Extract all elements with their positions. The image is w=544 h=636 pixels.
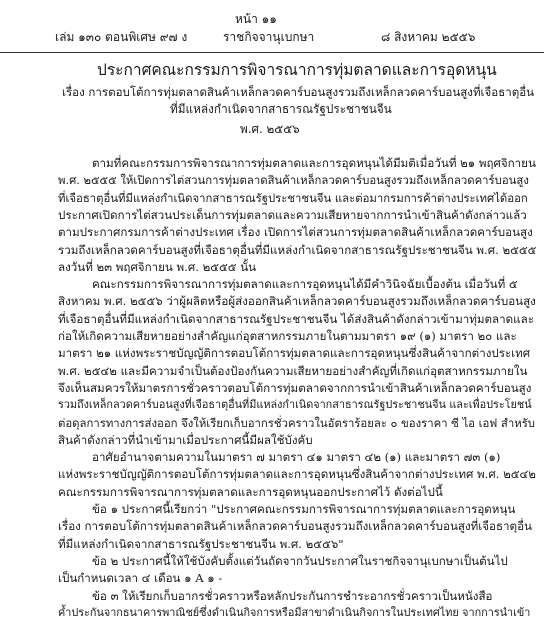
body-line: มาตรา ๒๑ แห่งพระราชบัญญัติการตอบโต้การทุ่มตลาดและการอุดหนุนซึ่งสินค้าจากต่างประเทศ [58,346,531,361]
body-line: ตามประกาศกรมการค้าต่างประเทศ เรื่อง เปิดการไต่สวนการทุ่มตลาดสินค้าเหล็กลวดคาร์บอนสูง [58,225,533,240]
body-line: ลงวันที่ ๒๓ พฤศจิกายน พ.ศ. ๒๕๕๕ นั้น [58,259,257,274]
body-line: ข้อ ๑ ประกาศนี้เรียกว่า "ประกาศคณะกรรมการพิจารณาการทุ่มตลาดและการอุดหนุน [92,502,516,516]
body-line: ต่อดุลการทางการส่งออก จึงให้เรียกเก็บอากรชั่วคราวในอัตราร้อยละ ๐ ของราคา ซี ไอ เอฟ สำหรับ [58,415,535,430]
body-line: รวมถึงเหล็กลวดคาร์บอนสูงที่เจือธาตุอื่นที่มีแหล่งกำเนิดจากสาธารณรัฐประชาชนจีน และเพื่อประโยชน์ [58,398,532,412]
body-line: รวมถึงเหล็กลวดคาร์บอนสูงที่เจือธาตุอื่นที่มีแหล่งกำเนิดจากสาธารณรัฐประชาชนจีน พ.ศ. ๒๕๕๕ [58,242,537,257]
publication-date: ๘ สิงหาคม ๒๕๕๖ [381,30,476,44]
body-line: คณะกรรมการพิจารณาการทุ่มตลาดและการอุดหนุนออกประกาศไว้ ดังต่อไปนี้ [58,484,443,499]
body-line: คณะกรรมการพิจารณาการทุ่มตลาดและการอุดหนุนได้มีคำวินิจฉัยเบื้องต้น เมื่อวันที่ ๕ [92,277,518,292]
body-line: ค้ำประกันจากธนาคารพาณิชย์ซึ่งดำเนินกิจการหรือมีสาขาดำเนินกิจการในประเทศไทย จากการนำเข้า [58,605,531,619]
header-rule [0,52,544,53]
announcement-title: ประกาศคณะกรรมการพิจารณาการทุ่มตลาดและการอุดหนุน [97,61,497,79]
body-line: ตามที่คณะกรรมการพิจารณาการทุ่มตลาดและการอุดหนุนได้มีมติเมื่อวันที่ ๒๑ พฤศจิกายน [92,156,536,170]
body-line: เรื่อง การตอบโต้การทุ่มตลาดสินค้าเหล็กลวดคาร์บอนสูงรวมถึงเหล็กลวดคาร์บอนสูงที่เจือธาตุอื่น [58,519,532,534]
body-line: แห่งพระราชบัญญัติการตอบโต้การทุ่มตลาดและการอุดหนุนซึ่งสินค้าจากต่างประเทศ พ.ศ. ๒๕๔๒ [58,467,536,482]
body-line: จึงเห็นสมควรให้มาตรการชั่วคราวตอบโต้การทุ่มตลาดจากการนำเข้าสินค้าเหล็กลวดคาร์บอนสูง [58,380,532,395]
body-line: ประกาศเปิดการไต่สวนประเด็นการทุ่มตลาดและความเสียหายจากการนำเข้าสินค้าดังกล่าวแล้ว [58,207,527,222]
body-line: ที่มีแหล่งกำเนิดจากสาธารณรัฐประชาชนจีน พ.ศ. ๒๕๕๖" [58,536,344,551]
subject-line: ที่มีแหล่งกำเนิดจากสาธารณรัฐประชาชนจีน [170,102,392,116]
body-line: สินค้าดังกล่าวที่นำเข้ามาเมื่อประกาศนี้มีผลใช้บังคับ [58,432,313,447]
gazette-name: ราชกิจจานุเบกษา [223,30,315,44]
body-line: อาศัยอำนาจตามความในมาตรา ๗ มาตรา ๔๑ มาตรา ๔๒ (๑) และมาตรา ๗๓ (๑) [92,450,501,465]
body-line: ข้อ ๒ ประกาศนี้ให้ใช้บังคับตั้งแต่วันถัดจากวันประกาศในราชกิจจานุเบกษาเป็นต้นไป [92,553,508,568]
body-line: ข้อ ๓ ให้เรียกเก็บอากรชั่วคราวหรือหลักประกันการชำระอากรชั่วคราวเป็นหนังสือ [92,588,493,603]
body-line: พ.ศ. ๒๕๔๒ และมีความจำเป็นต้องป้องกันความเสียหายอย่างสำคัญที่เกิดแก่อุตสาหกรรมภายใน [58,363,528,378]
body-line: สิงหาคม พ.ศ. ๒๕๕๖ ว่าผู้ผลิตหรือผู้ส่งออกสินค้าเหล็กลวดคาร์บอนสูงรวมถึงเหล็กลวดคาร์บอนสูง [58,294,536,309]
body-line: ก่อให้เกิดความเสียหายอย่างสำคัญแก่อุตสาหกรรมภายในตามมาตรา ๑๙ (๑) มาตรา ๒๐ และ [58,329,517,343]
subject-year: พ.ศ. ๒๕๕๖ [240,122,300,136]
body-line: ที่เจือธาตุอื่นที่มีแหล่งกำเนิดจากสาธารณรัฐประชาชนจีน ได้ส่งสินค้าดังกล่าวเข้ามาทุ่มตลาดและ [58,311,534,326]
body-line: พ.ศ. ๒๕๕๕ ให้เปิดการไต่สวนการทุ่มตลาดสินค้าเหล็กลวดคาร์บอนสูงรวมถึงเหล็กลวดคาร์บอนสูง [58,173,529,188]
page-number: หน้า ๑๑ [235,12,277,26]
body-line: ที่เจือธาตุอื่นที่มีแหล่งกำเนิดจากสาธารณรัฐประชาชนจีน และต่อมากรมการค้าต่างประเทศได้ออก [58,190,528,205]
subject-line: เรื่อง การตอบโต้การทุ่มตลาดสินค้าเหล็กลวดคาร์บอนสูงรวมถึงเหล็กลวดคาร์บอนสูงที่เจือธาตุอื่น [62,85,535,99]
body-line: เป็นกำหนดเวลา ๔ เดือน ๑ A ๑ - [58,571,223,586]
volume-issue: เล่ม ๑๓๐ ตอนพิเศษ ๙๗ ง [55,30,188,44]
